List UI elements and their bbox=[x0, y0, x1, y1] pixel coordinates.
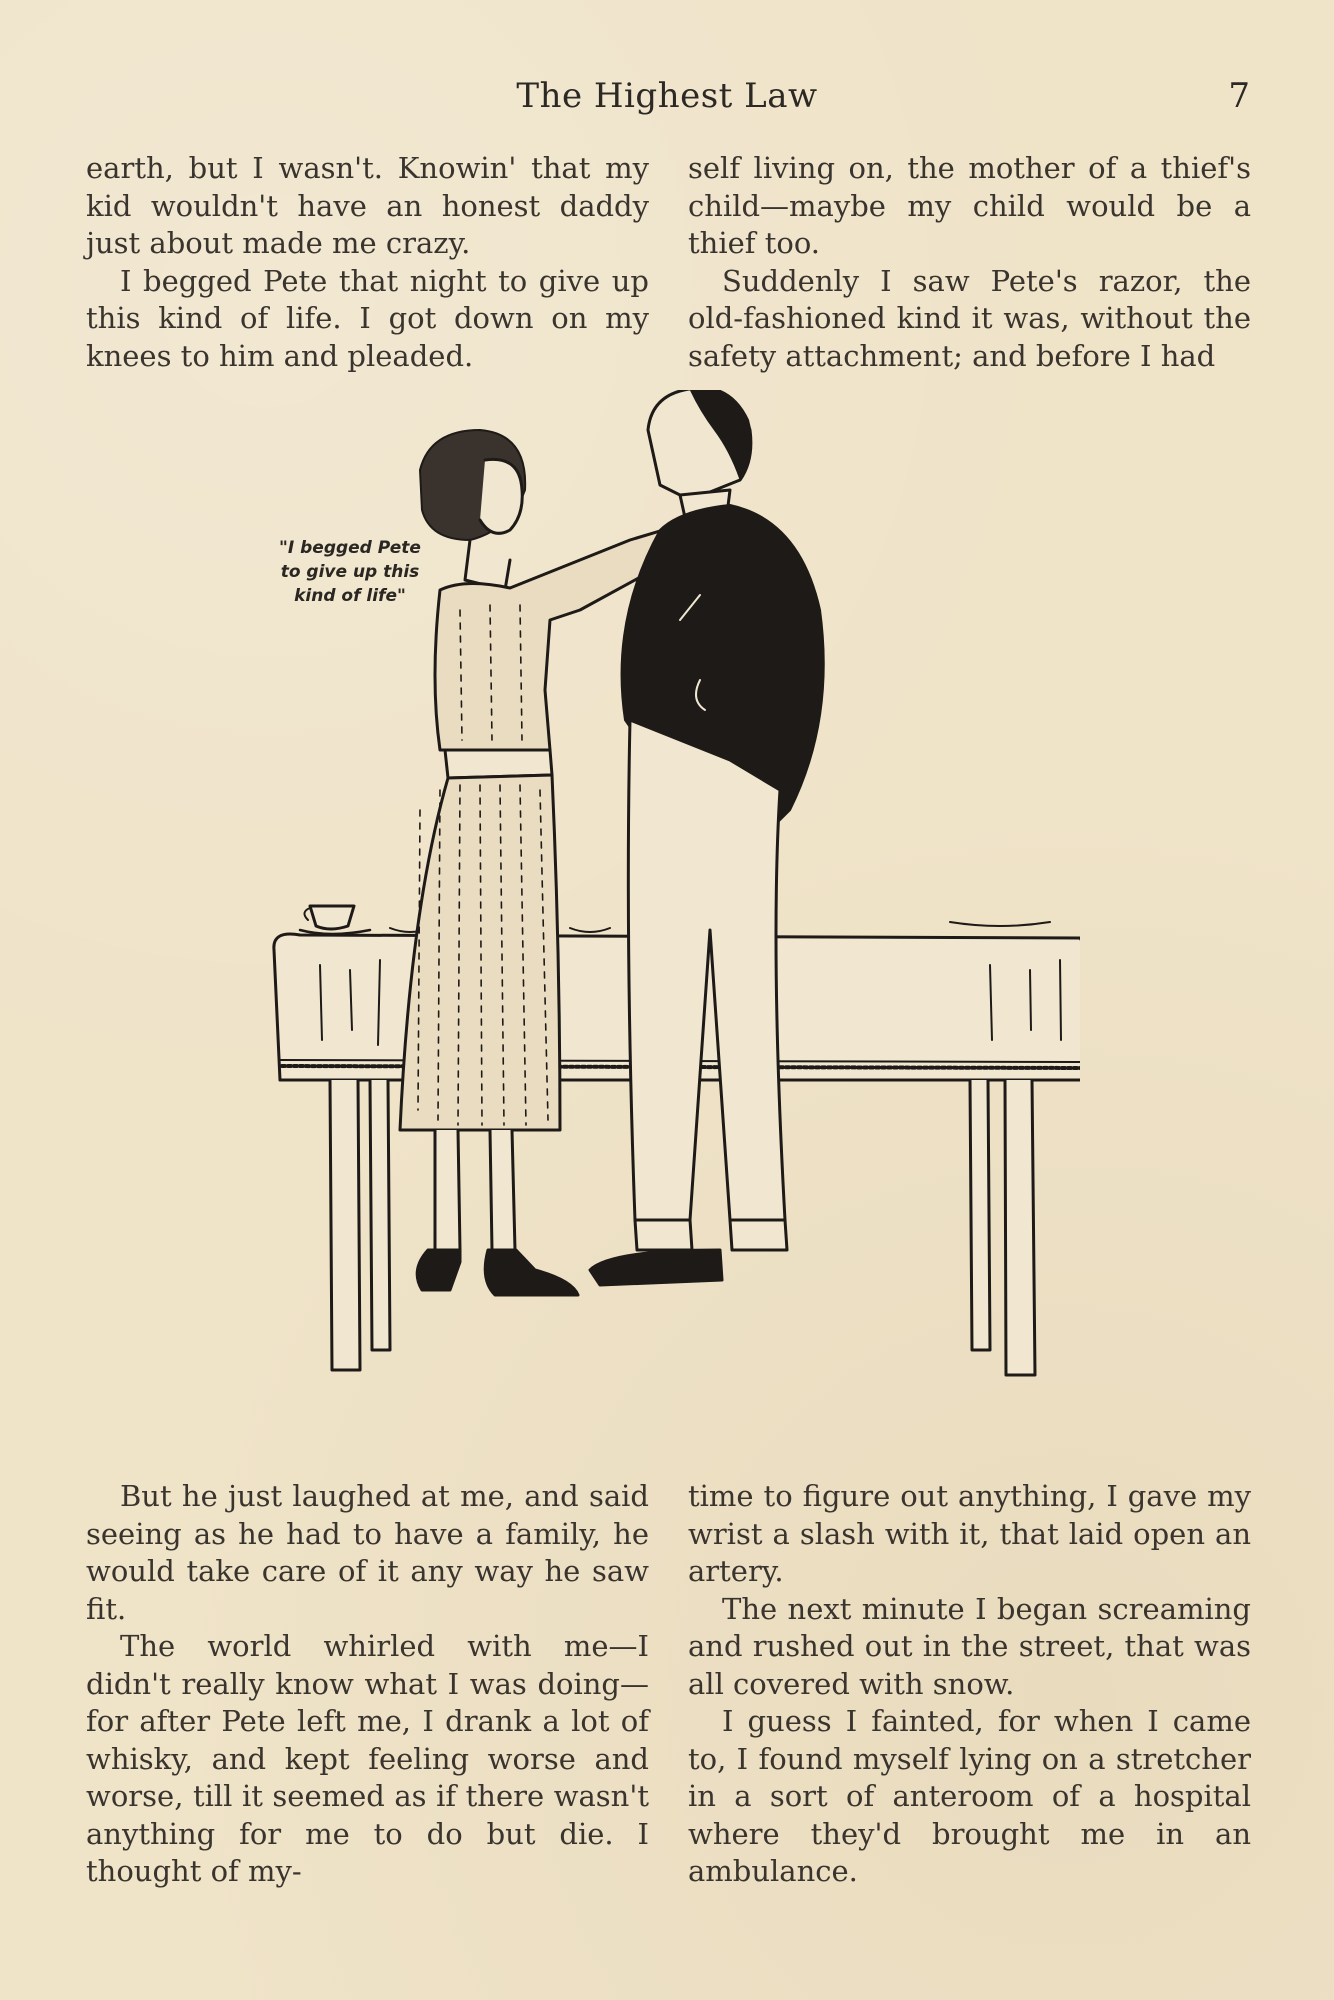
paragraph: earth, but I wasn't. Knowin' that my kid wouldn't have an honest daddy just about made me crazy. bbox=[86, 151, 649, 260]
paragraph: Suddenly I saw Pete's razor, the old-fashioned kind it was, without the safety attachment; and before I had bbox=[688, 263, 1251, 373]
paragraph: time to figure out anything, I gave my wrist a slash with it, that laid open an artery. bbox=[688, 1479, 1251, 1588]
paragraph: The world whirled with me—I didn't really know what I was doing—for after Pete left me, I drank a lot of whisky, and kept feeling worse and worse, till it seemed as if there wasn't anything for me to do but die. I thought of my- bbox=[86, 1629, 649, 1888]
column-bottom-right bbox=[688, 1478, 1251, 1891]
caption-line: kind of life" bbox=[294, 586, 406, 606]
illustration-woman-pleading-with-man bbox=[260, 390, 1080, 1470]
caption-line: "I begged Pete bbox=[279, 538, 421, 558]
column-bottom-left bbox=[86, 1478, 649, 1891]
column-top-right bbox=[688, 150, 1251, 375]
paragraph: self living on, the mother of a thief's child—maybe my child would be a thief too. bbox=[688, 151, 1251, 260]
man-drawing bbox=[590, 390, 824, 1285]
paragraph: But he just laughed at me, and said seeing as he had to have a family, he would take care of it any way he saw fit. bbox=[86, 1479, 649, 1626]
running-head: The Highest Law bbox=[516, 76, 818, 116]
paragraph: I begged Pete that night to give up this kind of life. I got down on my knees to him and pleaded. bbox=[86, 263, 649, 373]
paragraph: The next minute I began screaming and rushed out in the street, that was all covered with snow. bbox=[688, 1591, 1251, 1701]
caption-line: to give up this bbox=[280, 562, 420, 582]
column-top-left bbox=[86, 150, 649, 375]
paragraph: I guess I fainted, for when I came to, I found myself lying on a stretcher in a sort of anteroom of a hospital where they'd brought me in an ambulance. bbox=[688, 1704, 1251, 1888]
page-number: 7 bbox=[1228, 76, 1250, 116]
